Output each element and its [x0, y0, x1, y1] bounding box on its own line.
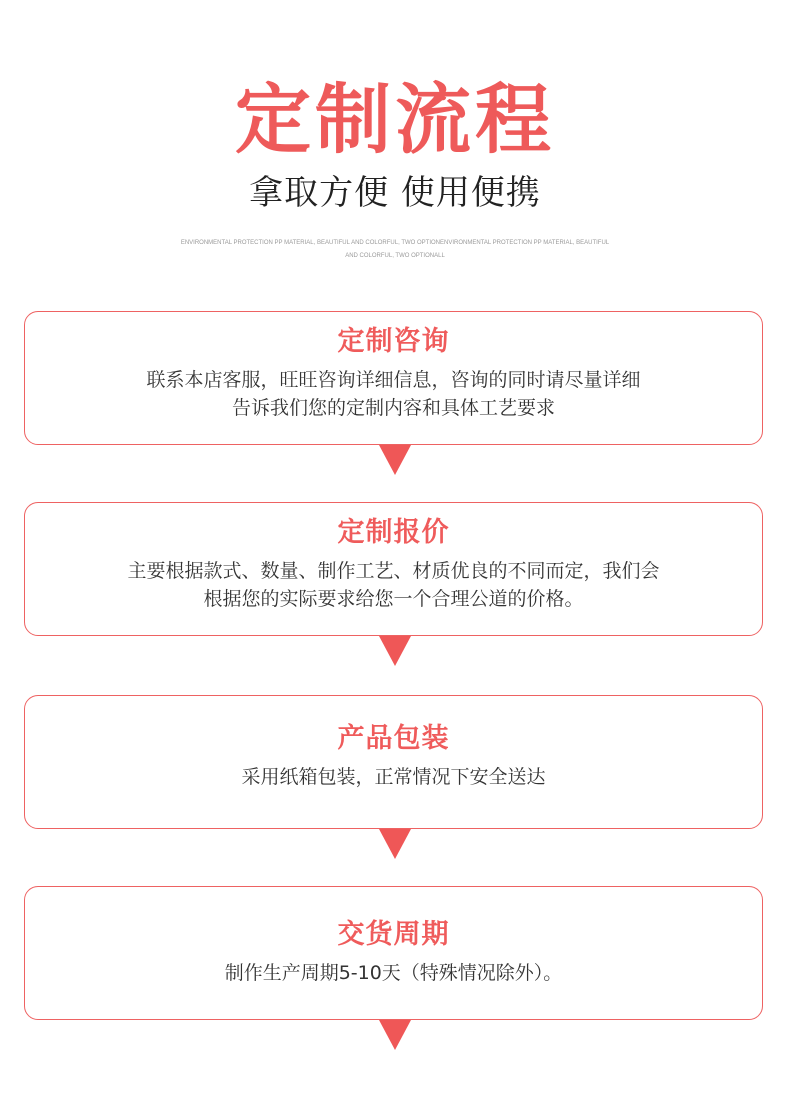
down-arrow-icon [379, 829, 411, 859]
step-description-line: 联系本店客服，旺旺咨询详细信息，咨询的同时请尽量详细 [146, 369, 641, 391]
step-title: 交货周期 [337, 919, 450, 950]
down-arrow-icon [379, 445, 411, 475]
tagline: ENVIRONMENTAL PROTECTION PP MATERIAL, BEAUTIFUL AND COLORFUL, TWO OPTIONENVIRONMENTAL PROTECTION PP MATERIAL, BEAUTIFUL AND COLORFUL, TWO OPTIONALL [180, 240, 610, 259]
step-description-line: 告诉我们您的定制内容和具体工艺要求 [231, 397, 555, 419]
page-title: 定制流程 [235, 75, 555, 164]
step-description-line: 主要根据款式、数量、制作工艺、材质优良的不同而定，我们会 [127, 560, 660, 582]
step-card-packaging [24, 695, 763, 829]
step-description [25, 763, 762, 791]
step-description [25, 959, 762, 987]
step-description-line: 制作生产周期5-10天（特殊情况除外）。 [224, 962, 563, 984]
step-card-delivery [24, 886, 763, 1020]
down-arrow-icon [379, 1020, 411, 1050]
step-title: 定制咨询 [337, 326, 450, 357]
step-description [25, 557, 762, 613]
step-card-consult [24, 311, 763, 445]
step-description-line: 根据您的实际要求给您一个合理公道的价格。 [203, 588, 584, 610]
step-title: 定制报价 [337, 517, 450, 548]
step-card-quote [24, 502, 763, 636]
page-subtitle: 拿取方便 使用便携 [249, 173, 541, 213]
down-arrow-icon [379, 636, 411, 666]
step-description-line: 采用纸箱包装，正常情况下安全送达 [241, 766, 546, 788]
step-title: 产品包装 [337, 723, 450, 754]
step-description [25, 366, 762, 422]
